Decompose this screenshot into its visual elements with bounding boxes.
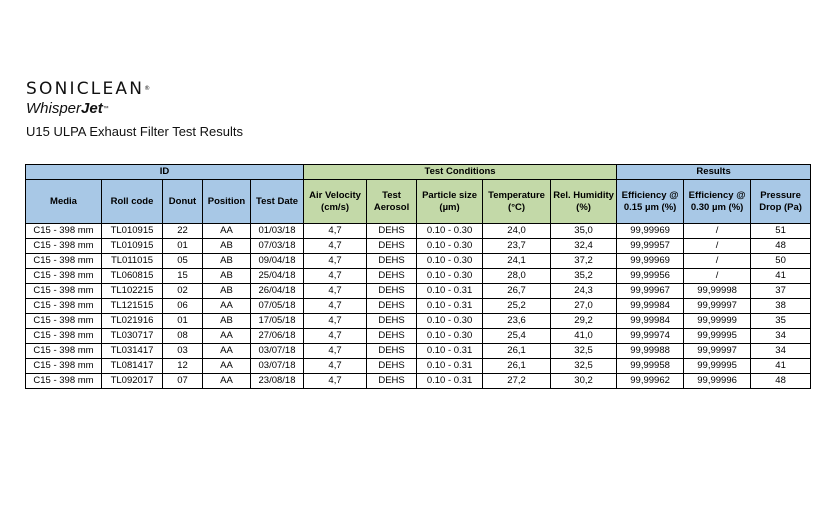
- table-cell: 28,0: [483, 269, 551, 284]
- table-cell: 32,5: [551, 344, 617, 359]
- col-pressure-drop: Pressure Drop (Pa): [751, 180, 811, 224]
- table-cell: 03/07/18: [251, 359, 304, 374]
- table-cell: 34: [751, 329, 811, 344]
- registered-mark: ®: [144, 85, 151, 92]
- group-results-header: Results: [617, 165, 811, 180]
- table-cell: C15 - 398 mm: [26, 299, 102, 314]
- table-cell: C15 - 398 mm: [26, 284, 102, 299]
- table-cell: /: [684, 239, 751, 254]
- table-cell: AA: [203, 299, 251, 314]
- table-cell: DEHS: [367, 224, 417, 239]
- table-cell: DEHS: [367, 269, 417, 284]
- column-header-row: [26, 180, 811, 224]
- logo-company-text: SONICLEAN: [26, 79, 145, 99]
- table-cell: 41,0: [551, 329, 617, 344]
- col-temperature: Temperature (°C): [483, 180, 551, 224]
- table-cell: TL060815: [102, 269, 163, 284]
- table-cell: 99,99958: [617, 359, 684, 374]
- table-cell: 4,7: [304, 374, 367, 389]
- table-row: [26, 284, 811, 299]
- col-efficiency-015: Efficiency @ 0.15 µm (%): [617, 180, 684, 224]
- table-cell: C15 - 398 mm: [26, 269, 102, 284]
- table-cell: 99,99997: [684, 344, 751, 359]
- table-cell: 4,7: [304, 284, 367, 299]
- table-cell: 34: [751, 344, 811, 359]
- table-cell: AB: [203, 269, 251, 284]
- table-row: [26, 329, 811, 344]
- col-air-velocity: Air Velocity (cm/s): [304, 180, 367, 224]
- table-cell: AA: [203, 329, 251, 344]
- table-cell: 23/08/18: [251, 374, 304, 389]
- table-cell: AA: [203, 224, 251, 239]
- table-cell: TL121515: [102, 299, 163, 314]
- logo-product-bold: Jet: [81, 100, 103, 117]
- table-cell: 99,99962: [617, 374, 684, 389]
- table-cell: 99,99997: [684, 299, 751, 314]
- table-cell: 48: [751, 374, 811, 389]
- table-cell: 4,7: [304, 314, 367, 329]
- table-cell: 27,0: [551, 299, 617, 314]
- table-cell: 26,1: [483, 344, 551, 359]
- table-cell: C15 - 398 mm: [26, 374, 102, 389]
- table-cell: 01/03/18: [251, 224, 304, 239]
- table-cell: 99,99956: [617, 269, 684, 284]
- table-cell: 23,7: [483, 239, 551, 254]
- table-cell: TL092017: [102, 374, 163, 389]
- table-cell: TL031417: [102, 344, 163, 359]
- table-cell: 03/07/18: [251, 344, 304, 359]
- table-cell: 99,99967: [617, 284, 684, 299]
- table-cell: 30,2: [551, 374, 617, 389]
- table-cell: DEHS: [367, 374, 417, 389]
- table-cell: 26,1: [483, 359, 551, 374]
- results-table-body: [26, 224, 811, 389]
- table-cell: 0.10 - 0.31: [417, 284, 483, 299]
- table-row: [26, 374, 811, 389]
- table-cell: 05: [163, 254, 203, 269]
- table-cell: AA: [203, 344, 251, 359]
- table-cell: C15 - 398 mm: [26, 344, 102, 359]
- table-cell: 4,7: [304, 224, 367, 239]
- table-cell: DEHS: [367, 359, 417, 374]
- table-cell: AA: [203, 374, 251, 389]
- group-id-header: ID: [26, 165, 304, 180]
- table-cell: 0.10 - 0.30: [417, 329, 483, 344]
- group-conditions-header: Test Conditions: [304, 165, 617, 180]
- table-cell: TL081417: [102, 359, 163, 374]
- table-cell: 99,99988: [617, 344, 684, 359]
- table-row: [26, 269, 811, 284]
- table-row: [26, 344, 811, 359]
- table-cell: TL021916: [102, 314, 163, 329]
- table-cell: 0.10 - 0.31: [417, 359, 483, 374]
- col-position: Position: [203, 180, 251, 224]
- table-cell: 99,99957: [617, 239, 684, 254]
- page-title: U15 ULPA Exhaust Filter Test Results: [26, 124, 244, 139]
- table-cell: 27/06/18: [251, 329, 304, 344]
- table-cell: 99,99995: [684, 329, 751, 344]
- table-cell: 25,4: [483, 329, 551, 344]
- table-cell: TL011015: [102, 254, 163, 269]
- table-cell: 99,99969: [617, 254, 684, 269]
- table-cell: AB: [203, 254, 251, 269]
- table-cell: 22: [163, 224, 203, 239]
- table-cell: 02: [163, 284, 203, 299]
- table-row: [26, 299, 811, 314]
- table-row: [26, 359, 811, 374]
- table-cell: 23,6: [483, 314, 551, 329]
- table-cell: 51: [751, 224, 811, 239]
- table-cell: 27,2: [483, 374, 551, 389]
- table-cell: 4,7: [304, 239, 367, 254]
- table-cell: 0.10 - 0.31: [417, 299, 483, 314]
- table-cell: TL030717: [102, 329, 163, 344]
- col-efficiency-030: Efficiency @ 0.30 µm (%): [684, 180, 751, 224]
- table-cell: 15: [163, 269, 203, 284]
- table-cell: 01: [163, 314, 203, 329]
- table-cell: /: [684, 269, 751, 284]
- table-cell: 17/05/18: [251, 314, 304, 329]
- table-cell: 12: [163, 359, 203, 374]
- table-cell: 09/04/18: [251, 254, 304, 269]
- table-cell: AA: [203, 359, 251, 374]
- results-table: [25, 164, 811, 389]
- col-test-date: Test Date: [251, 180, 304, 224]
- table-cell: 01: [163, 239, 203, 254]
- table-cell: 0.10 - 0.30: [417, 224, 483, 239]
- table-cell: 38: [751, 299, 811, 314]
- table-cell: 4,7: [304, 359, 367, 374]
- table-cell: 26/04/18: [251, 284, 304, 299]
- table-cell: 99,99996: [684, 374, 751, 389]
- table-cell: DEHS: [367, 284, 417, 299]
- table-cell: 29,2: [551, 314, 617, 329]
- whisperjet-logo: [26, 100, 243, 118]
- table-cell: 37,2: [551, 254, 617, 269]
- table-cell: 0.10 - 0.31: [417, 374, 483, 389]
- table-cell: 99,99984: [617, 314, 684, 329]
- table-row: [26, 254, 811, 269]
- table-cell: AB: [203, 284, 251, 299]
- table-cell: 24,0: [483, 224, 551, 239]
- table-cell: 4,7: [304, 344, 367, 359]
- table-row: [26, 239, 811, 254]
- col-test-aerosol: Test Aerosol: [367, 180, 417, 224]
- table-cell: 37: [751, 284, 811, 299]
- table-cell: DEHS: [367, 314, 417, 329]
- table-cell: 35: [751, 314, 811, 329]
- table-cell: DEHS: [367, 254, 417, 269]
- table-cell: 06: [163, 299, 203, 314]
- table-cell: 32,5: [551, 359, 617, 374]
- table-cell: 25/04/18: [251, 269, 304, 284]
- table-cell: AB: [203, 314, 251, 329]
- table-cell: 99,99999: [684, 314, 751, 329]
- table-cell: 99,99995: [684, 359, 751, 374]
- table-cell: DEHS: [367, 299, 417, 314]
- table-cell: C15 - 398 mm: [26, 224, 102, 239]
- table-cell: DEHS: [367, 344, 417, 359]
- table-cell: 35,2: [551, 269, 617, 284]
- col-media: Media: [26, 180, 102, 224]
- col-rel-humidity: Rel. Humidity (%): [551, 180, 617, 224]
- table-cell: 99,99969: [617, 224, 684, 239]
- table-cell: 99,99974: [617, 329, 684, 344]
- soniclean-logo: [26, 80, 243, 98]
- table-cell: 24,3: [551, 284, 617, 299]
- table-cell: 07/05/18: [251, 299, 304, 314]
- table-cell: DEHS: [367, 329, 417, 344]
- table-cell: 32,4: [551, 239, 617, 254]
- table-cell: 99,99998: [684, 284, 751, 299]
- table-cell: C15 - 398 mm: [26, 359, 102, 374]
- table-cell: 99,99984: [617, 299, 684, 314]
- col-donut: Donut: [163, 180, 203, 224]
- table-cell: 4,7: [304, 329, 367, 344]
- table-cell: /: [684, 224, 751, 239]
- table-cell: AB: [203, 239, 251, 254]
- table-cell: 24,1: [483, 254, 551, 269]
- table-cell: C15 - 398 mm: [26, 239, 102, 254]
- table-cell: 03: [163, 344, 203, 359]
- table-cell: TL102215: [102, 284, 163, 299]
- col-particle-size: Particle size (µm): [417, 180, 483, 224]
- table-cell: /: [684, 254, 751, 269]
- table-cell: 25,2: [483, 299, 551, 314]
- table-cell: 07/03/18: [251, 239, 304, 254]
- table-cell: 0.10 - 0.30: [417, 254, 483, 269]
- table-cell: 41: [751, 269, 811, 284]
- table-cell: 07: [163, 374, 203, 389]
- table-row: [26, 224, 811, 239]
- table-cell: 0.10 - 0.30: [417, 269, 483, 284]
- table-cell: C15 - 398 mm: [26, 314, 102, 329]
- table-cell: 26,7: [483, 284, 551, 299]
- trademark-mark: ™: [102, 106, 109, 112]
- table-cell: C15 - 398 mm: [26, 254, 102, 269]
- table-cell: 35,0: [551, 224, 617, 239]
- table-cell: 0.10 - 0.30: [417, 239, 483, 254]
- table-cell: 0.10 - 0.30: [417, 314, 483, 329]
- brand-block: [26, 80, 243, 139]
- table-cell: 0.10 - 0.31: [417, 344, 483, 359]
- table-row: [26, 314, 811, 329]
- table-cell: 4,7: [304, 269, 367, 284]
- table-cell: 41: [751, 359, 811, 374]
- table-cell: 4,7: [304, 299, 367, 314]
- table-cell: DEHS: [367, 239, 417, 254]
- col-roll-code: Roll code: [102, 180, 163, 224]
- table-cell: TL010915: [102, 224, 163, 239]
- logo-product-light: Whisper: [26, 100, 82, 117]
- table-cell: TL010915: [102, 239, 163, 254]
- group-header-row: [26, 165, 811, 180]
- table-cell: C15 - 398 mm: [26, 329, 102, 344]
- table-cell: 48: [751, 239, 811, 254]
- table-cell: 50: [751, 254, 811, 269]
- table-cell: 08: [163, 329, 203, 344]
- table-cell: 4,7: [304, 254, 367, 269]
